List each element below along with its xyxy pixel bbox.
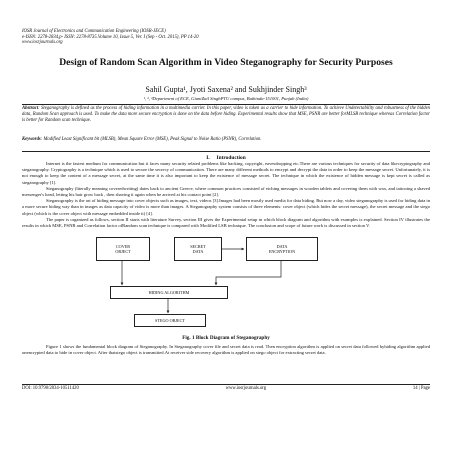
keywords [22,137,430,143]
paper-title: Design of Random Scan Algorithm in Video Steganography for Security Purposes [59,57,393,68]
author-affiliation: ¹, ², ³Department of ECE, GianiZail SinghPTU campus, Bathinda-151001, Punjab (India) [143,96,309,101]
cover-label-line2: OBJECT [115,249,131,254]
abstract-label: Abstract [22,106,39,111]
encryption-label-line2: ENCRYPTION [268,249,296,254]
hiding-algorithm-box [110,286,228,299]
arrow-encryption-to-hiding [216,260,281,285]
stego-label: STEGO OBJECT [155,318,185,323]
figure-discussion [22,344,430,356]
author-list: Sahil Gupta¹, Jyoti Saxena² and Sukhjinder Singh³ [145,85,307,94]
abstract-bottom-rule [22,151,430,152]
paragraph: Steganography (literally meaning coveredwriting) dates back to ancient Greece, where common practices consisted of etching messages in wooden tablets and covering them with wax, and tattooing a shaved messenger's head, letting his hair grow back , then shaving it again when he arrived at his contact point [2]. [22,185,430,198]
abstract-text: : Steganography is defined as the process of hiding information in a multimedia carrier. In this paper, video is taken as a carrier to hide information. To achieve Undetectability and robustness of the hidden data, Random Scan approach is used. To make the data more secure encryption is done on the data before hiding. Experimental results show that MSE, PSNR are better forMLSB technique whereas Correlation factor is better for Random scan technique. [22,106,430,124]
secret-label-line1: SECRET [190,244,206,249]
paragraph: Steganography is the art of hiding message into cover objects such as images, text, videos [3].Images had been mostly used media for data hiding. But now a day, video steganography is used for hiding data in a more secure hiding way than in images as data capacity of video is more than images. A Steganography system consists of three elements: cover object (which hides the secret message), the secret message and the stego object (which is the cover object with message embedded inside it) [4]. [22,198,430,216]
page-footer [22,386,430,391]
encryption-label-line1: DATA [276,244,288,249]
paragraph: The paper is organized as follows, section II starts with literature Survey, section III gives the Experimental setup in which block diagram and algorithm with examples is explained. Section IV illustrates the results in which MSE, PSNR and Correlation factor ofRandom scan technique is compared with Modified LSB technique. The conclusion and scope of future work is discussed in section V. [22,216,430,229]
journal-issn: e-ISSN: 2278-2834,p- ISSN: 2278-8735.Volume 10, Issue 5, Ver. I (Sep - Oct. 2015), PP 14-20 [22,34,199,40]
secret-data-box [174,237,222,261]
cover-object-box [96,237,150,261]
intro-body [22,161,430,229]
stego-object-box [134,314,206,327]
paragraph: Figure 1 shows the fundamental block diagram of Steganography. In Steganography cover file and secret data is read. Then encryption algorithm is applied on secret data followed byhiding algorithm applied onencrypted data to hide in cover object. After thatstego object is transmitted.At receiver side recovery algorithm is applied on stego object for extracting secret data. [22,344,430,356]
figure-caption: Fig. 1 Block Diagram of Steganography [182,335,270,341]
footer-doi: DOI: 10.9790/2834-10511420 [22,386,79,391]
steganography-block-diagram [96,233,356,335]
journal-header [22,29,442,46]
abstract [22,106,430,125]
keywords-label: Keywords [22,137,41,142]
section-number: I. [206,155,210,161]
footer-rule [22,384,430,385]
data-encryption-box [246,237,318,261]
hiding-label: HIDING ALGORITHM [148,290,190,295]
footer-site: www.iosrjournals.org [225,386,267,391]
keywords-text: : Modified Least Significant bit (MLSB), Mean Square Error (MSE), Peak Signal to Noise Ratio (PSNR), Correlation. [40,137,262,142]
paragraph: Internet is the fastest medium for communication but it faces many security related problems like hacking, copyright, eavesdropping etc.There are various techniques for security of data likecryptography and steganography. Cryptography is a technique which is used to secure the secrecy of communication. There are many different methods to encrypt and decrypt the data in order to keep the message secret. Unfortunately, it is not enough to keep the content of a message secret, at the same time it is also important to keep the existence of message secret. The technique in which the existence of hidden message is kept secret is called as steganography [1]. [22,161,430,185]
cover-label-line1: COVER [115,244,131,249]
footer-page: 14 | Page [412,386,430,391]
abstract-top-rule [22,104,430,105]
secret-label-line2: DATA [192,249,204,254]
journal-url: www.iosrjournals.org [22,40,63,46]
journal-name: IOSR Journal of Electronics and Communication Engineering (IOSR-JECE) [22,29,166,34]
section-title: Introduction [216,155,246,161]
